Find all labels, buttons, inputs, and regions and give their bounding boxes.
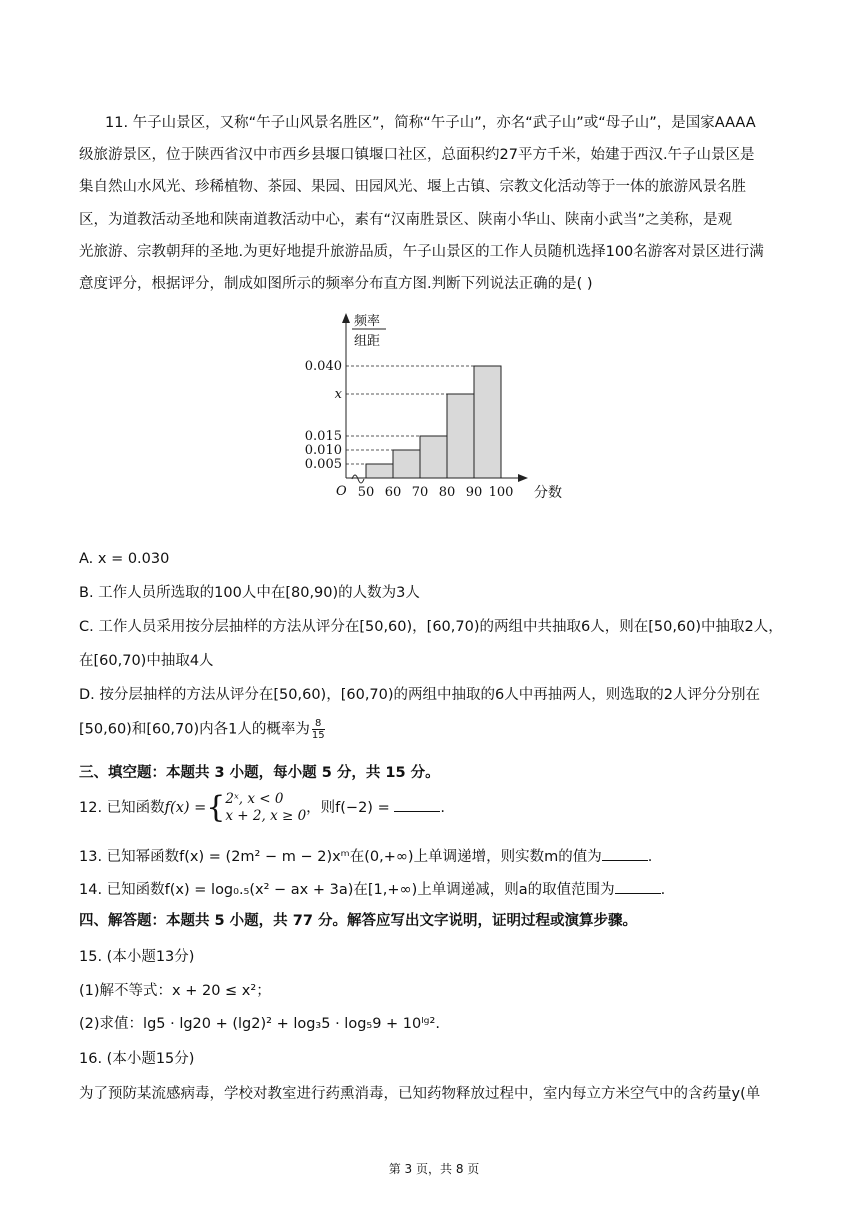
x-tick-label: 60 bbox=[384, 485, 402, 500]
q14: 14. 已知函数f(x) = log₀.₅(x² − ax + 3a)在[1,+∞)上单调递减，则a的取值范围为 . bbox=[79, 879, 665, 900]
section-4-heading: 四、解答题：本题共 5 小题，共 77 分。解答应写出文字说明，证明过程或演算步骤。 bbox=[79, 913, 637, 929]
y-axis-label-numerator: 频率 bbox=[354, 314, 381, 329]
y-tick-label: 0.015 bbox=[304, 429, 342, 444]
y-axis-arrow-icon bbox=[342, 313, 350, 323]
origin-label: O bbox=[336, 484, 347, 499]
q11-line-4: 区，为道教活动圣地和陕南道教活动中心，素有“汉南胜景区、陕南小华山、陕南小武当”之美称，是观 bbox=[79, 212, 733, 228]
section-3-heading: 三、填空题：本题共 3 小题，每小题 5 分，共 15 分。 bbox=[79, 765, 440, 781]
x-tick-label: 90 bbox=[465, 485, 483, 500]
probability-fraction: $\frac{8}{15}$ bbox=[311, 718, 325, 741]
q11-line-3: 集自然山水风光、珍稀植物、茶园、果园、田园风光、堰上古镇、宗教文化活动等于一体的旅游风景名胜 bbox=[79, 179, 746, 195]
x-tick-label: 100 bbox=[488, 485, 514, 500]
answer-blank[interactable] bbox=[615, 879, 661, 894]
frequency-histogram bbox=[300, 307, 580, 507]
y-tick-label: 0.005 bbox=[304, 457, 342, 472]
x-tick-label: 50 bbox=[357, 485, 375, 500]
q11-line-6: 意度评分，根据评分，制成如图所示的频率分布直方图.判断下列说法正确的是( ) bbox=[79, 276, 593, 292]
q16-title: 16. (本小题15分) bbox=[79, 1051, 195, 1067]
histogram-bar bbox=[447, 394, 474, 478]
q12: 12. 已知函数f(x) ={ 2ˣ, x < 0 x + 2, x ≥ 0 ，则f(−2) = . bbox=[79, 790, 445, 825]
page-footer: 第 3 页，共 8 页 bbox=[388, 1162, 480, 1176]
y-tick-label: 0.010 bbox=[304, 443, 342, 458]
option-c-line-1: C. 工作人员采用按分层抽样的方法从评分在[50,60)，[60,70)的两组中共抽取6人，则在[50,60)中抽取2人， bbox=[79, 619, 783, 635]
q13: 13. 已知幂函数f(x) = (2m² − m − 2)xᵐ在(0,+∞)上单调递增，则实数m的值为 . bbox=[79, 846, 652, 867]
histogram-bar bbox=[420, 436, 447, 478]
option-d-line-1: D. 按分层抽样的方法从评分在[50,60)，[60,70)的两组中抽取的6人中再抽两人，则选取的2人评分分别在 bbox=[79, 687, 760, 703]
brace-icon: { bbox=[206, 790, 226, 825]
q15-part-1: (1)解不等式：x + 20 ≤ x²； bbox=[79, 983, 271, 999]
q11-line-2: 级旅游景区，位于陕西省汉中市西乡县堰口镇堰口社区，总面积约27平方千米，始建于西汉.午子山景区是 bbox=[79, 147, 755, 163]
q16-line-1: 为了预防某流感病毒，学校对教室进行药熏消毒，已知药物释放过程中，室内每立方米空气中的含药量y(单 bbox=[79, 1086, 761, 1102]
answer-blank[interactable] bbox=[394, 797, 440, 812]
q15-part-2: (2)求值：lg5 · lg20 + (lg2)² + log₃5 · log₅9 + 10ˡᵍ². bbox=[79, 1016, 440, 1032]
x-axis-label: 分数 bbox=[534, 485, 562, 501]
histogram-bar bbox=[366, 464, 393, 478]
q11-line-1: 11. 午子山景区，又称“午子山风景名胜区”，简称“午子山”，亦名“武子山”或“母子山”，是国家AAAA bbox=[105, 115, 756, 131]
option-d-line-2 bbox=[79, 718, 325, 741]
y-axis-label-denominator: 组距 bbox=[354, 334, 381, 349]
histogram-bar bbox=[393, 450, 420, 478]
x-axis-arrow-icon bbox=[518, 474, 528, 482]
piecewise: 2ˣ, x < 0 x + 2, x ≥ 0 bbox=[225, 791, 307, 824]
option-c-line-2: 在[60,70)中抽取4人 bbox=[79, 653, 214, 669]
histogram-bar bbox=[474, 366, 501, 478]
x-tick-label: 70 bbox=[411, 485, 429, 500]
option-d-text: [50,60)和[60,70)内各1人的概率为 bbox=[79, 721, 310, 738]
x-tick-label: 80 bbox=[438, 485, 456, 500]
axis-break-icon bbox=[352, 475, 364, 483]
y-tick-label: 0.040 bbox=[304, 359, 342, 374]
option-a: A. x = 0.030 bbox=[79, 551, 170, 567]
option-b: B. 工作人员所选取的100人中在[80,90)的人数为3人 bbox=[79, 585, 420, 601]
q11-line-5: 光旅游、宗教朝拜的圣地.为更好地提升旅游品质，午子山景区的工作人员随机选择100名游客对景区进行满 bbox=[79, 244, 764, 260]
y-tick-label: x bbox=[334, 387, 342, 402]
q15-title: 15. (本小题13分) bbox=[79, 949, 195, 965]
answer-blank[interactable] bbox=[602, 846, 648, 861]
